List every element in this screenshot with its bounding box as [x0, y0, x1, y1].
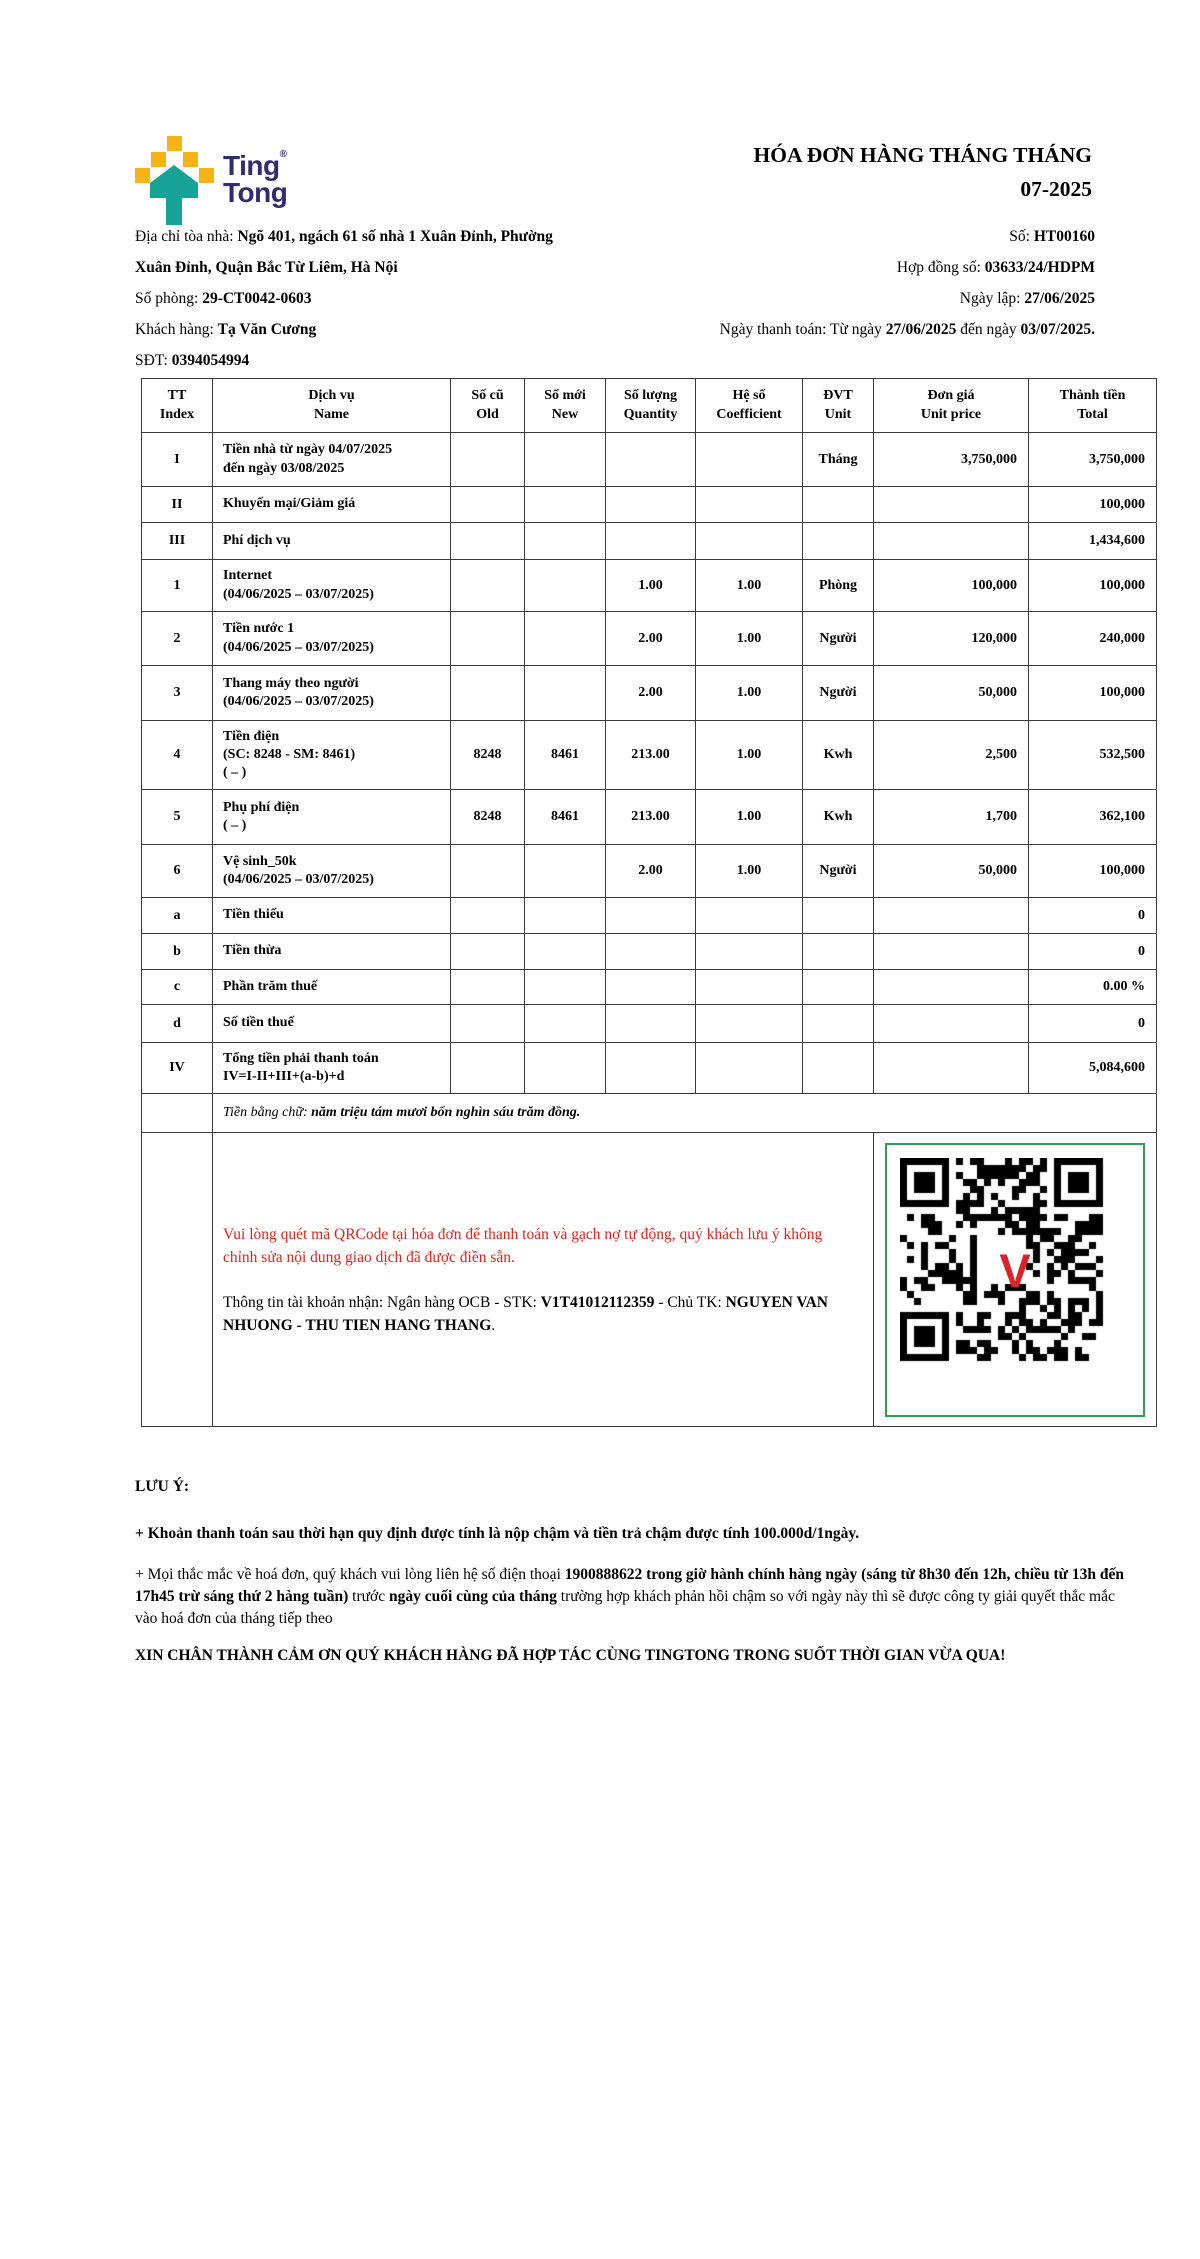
- text-segment: ngày cuối cùng của tháng: [388, 1588, 557, 1605]
- cell-old: 8248: [451, 790, 525, 845]
- text-segment: SĐT:: [135, 352, 172, 369]
- service-name-line: đến ngày 03/08/2025: [223, 460, 345, 476]
- service-name-line: Số tiền thuế: [223, 1015, 294, 1031]
- text-segment: HT00160: [1033, 228, 1095, 245]
- service-name-line: Tiền nước 1: [223, 621, 295, 637]
- cell-total: 5,084,600: [1029, 1043, 1157, 1094]
- cell-coef: [696, 523, 803, 560]
- text-segment: Số phòng:: [135, 290, 203, 307]
- cell-new: [525, 1005, 606, 1043]
- text-segment: Xuân Đỉnh, Quận Bắc Từ Liêm, Hà Nội: [135, 259, 398, 276]
- cell-name: [213, 523, 451, 560]
- column-header-line: Name: [314, 406, 349, 422]
- service-name-line: (04/06/2025 – 03/07/2025): [223, 694, 374, 709]
- table-row: [142, 970, 1157, 1005]
- cell-total: 100,000: [1029, 845, 1157, 898]
- text-segment: Thông tin tài khoản nhận: Ngân hàng OCB - STK:: [223, 1293, 541, 1311]
- vietqr-v-logo-icon: V: [999, 1243, 1031, 1297]
- column-header-line: Unit price: [920, 406, 982, 422]
- column-header-line: Số mới: [544, 387, 586, 403]
- cell-coef: [696, 970, 803, 1005]
- service-name-line: Tổng tiền phải thanh toán: [223, 1050, 379, 1066]
- cell-price: 2,500: [874, 721, 1029, 790]
- column-header-line: Dịch vụ: [308, 387, 355, 403]
- table-row: [142, 1005, 1157, 1043]
- cell-old: [451, 1043, 525, 1094]
- service-name-line: (SC: 8248 - SM: 8461): [223, 746, 356, 762]
- cell-idx: b: [142, 934, 213, 970]
- cell-unit: [803, 898, 874, 934]
- column-header-line: Thành tiền: [1059, 387, 1126, 403]
- info-left-text: [135, 283, 312, 314]
- text-segment: 27/06/2025: [885, 321, 957, 338]
- cell-coef: [696, 1005, 803, 1043]
- column-header: [142, 379, 213, 433]
- cell-name: [213, 666, 451, 721]
- cell-qty: [606, 898, 696, 934]
- table-row: [142, 487, 1157, 523]
- cell-qty: [606, 934, 696, 970]
- amount-in-words-row: [142, 1094, 1157, 1133]
- empty-index-cell: [142, 1094, 213, 1133]
- invoice-info-block: [135, 221, 1095, 376]
- cell-name: [213, 934, 451, 970]
- service-name-line: (04/06/2025 – 03/07/2025): [223, 639, 374, 655]
- table-row: [142, 934, 1157, 970]
- service-name-line: Phụ phí điện: [223, 799, 300, 815]
- cell-qty: 2.00: [606, 666, 696, 721]
- table-row: [142, 523, 1157, 560]
- cell-name: [213, 1005, 451, 1043]
- cell-qty: [606, 1043, 696, 1094]
- cell-qty: 1.00: [606, 560, 696, 612]
- cell-total: 0: [1029, 898, 1157, 934]
- column-header-line: Old: [476, 406, 499, 422]
- cell-new: [525, 1043, 606, 1094]
- qr-warning-text: Vui lòng quét mã QRCode tại hóa đơn để thanh toán và gạch nợ tự động, quý khách lưu ý không chỉnh sửa nội dung giao dịch đã được điền sẵn.: [223, 1225, 823, 1266]
- service-name-line: Thang máy theo người: [223, 675, 359, 691]
- text-segment: Tạ Văn Cương: [217, 321, 317, 338]
- text-segment: 27/06/2025: [1024, 290, 1095, 307]
- text-segment: Ngày lập:: [959, 290, 1025, 307]
- column-header-line: Total: [1077, 406, 1108, 422]
- cell-price: [874, 1005, 1029, 1043]
- cell-unit: [803, 970, 874, 1005]
- text-segment: trường hợp khách phản hồi chậm so với ngày này thì sẽ được công ty giải quyết thắc mắc vào hoá đơn của tháng tiếp theo: [135, 1588, 1115, 1627]
- cell-new: [525, 898, 606, 934]
- cell-qty: [606, 1005, 696, 1043]
- service-name-line: Internet: [223, 568, 272, 584]
- service-name-line: Tiền điện: [223, 728, 280, 744]
- cell-unit: [803, 487, 874, 523]
- cell-new: [525, 433, 606, 487]
- column-header-line: Quantity: [623, 406, 678, 422]
- text-segment: .: [491, 1316, 496, 1334]
- cell-unit: [803, 1005, 874, 1043]
- text-segment: Ngõ 401, ngách 61 số nhà 1 Xuân Đỉnh, Phường: [237, 228, 553, 245]
- cell-name: [213, 721, 451, 790]
- column-header: [213, 379, 451, 433]
- table-row: [142, 845, 1157, 898]
- info-left-text: [135, 221, 553, 252]
- cell-unit: Tháng: [803, 433, 874, 487]
- cell-coef: 1.00: [696, 560, 803, 612]
- cell-coef: [696, 934, 803, 970]
- cell-qty: [606, 970, 696, 1005]
- cell-price: 100,000: [874, 560, 1029, 612]
- service-name-line: IV=I-II+III+(a-b)+d: [223, 1069, 345, 1084]
- service-name-line: ( – ): [223, 818, 247, 833]
- cell-idx: 3: [142, 666, 213, 721]
- qr-code-frame: [885, 1143, 1145, 1417]
- cell-price: [874, 934, 1029, 970]
- text-segment: Khách hàng:: [135, 321, 218, 338]
- info-left-text: [135, 314, 316, 345]
- cell-price: 120,000: [874, 612, 1029, 666]
- cell-coef: [696, 487, 803, 523]
- column-header: [696, 379, 803, 433]
- text-segment: 03/07/2025.: [1020, 321, 1095, 338]
- cell-idx: 1: [142, 560, 213, 612]
- cell-total: 532,500: [1029, 721, 1157, 790]
- cell-name: [213, 970, 451, 1005]
- cell-name: [213, 560, 451, 612]
- service-name-line: (04/06/2025 – 03/07/2025): [223, 586, 374, 602]
- cell-idx: c: [142, 970, 213, 1005]
- info-row: [135, 345, 1095, 376]
- service-name-line: Vệ sinh_50k: [223, 853, 297, 869]
- cell-total: 100,000: [1029, 666, 1157, 721]
- cell-idx: 6: [142, 845, 213, 898]
- cell-coef: 1.00: [696, 666, 803, 721]
- text-segment: NGUYEN VAN NHUONG - THU TIEN HANG THANG: [223, 1293, 828, 1334]
- cell-idx: 5: [142, 790, 213, 845]
- cell-total: 362,100: [1029, 790, 1157, 845]
- cell-old: [451, 666, 525, 721]
- qr-code-cell: [874, 1133, 1157, 1427]
- cell-unit: Người: [803, 612, 874, 666]
- cell-unit: [803, 523, 874, 560]
- cell-price: [874, 523, 1029, 560]
- cell-unit: Phòng: [803, 560, 874, 612]
- text-segment: Hợp đồng số:: [896, 259, 985, 276]
- cell-new: [525, 560, 606, 612]
- cell-idx: II: [142, 487, 213, 523]
- cell-new: [525, 487, 606, 523]
- cell-old: [451, 1005, 525, 1043]
- service-name-line: Tiền thiếu: [223, 907, 284, 923]
- column-header: [525, 379, 606, 433]
- cell-old: 8248: [451, 721, 525, 790]
- cell-qty: 213.00: [606, 721, 696, 790]
- service-name-line: Phí dịch vụ: [223, 532, 291, 548]
- cell-total: 0.00 %: [1029, 970, 1157, 1005]
- table-row: [142, 433, 1157, 487]
- cell-name: [213, 433, 451, 487]
- column-header-line: Coefficient: [716, 406, 782, 422]
- cell-coef: 1.00: [696, 790, 803, 845]
- column-header-line: Số lượng: [623, 387, 678, 403]
- column-header: [874, 379, 1029, 433]
- info-right-text: [897, 252, 1095, 283]
- cell-unit: Người: [803, 845, 874, 898]
- table-row: [142, 666, 1157, 721]
- column-header-line: ĐVT: [823, 387, 853, 403]
- payment-instructions-cell: [213, 1133, 874, 1427]
- info-row: [135, 314, 1095, 345]
- text-segment: 1900888622 trong giờ hành chính hàng ngày (sáng từ 8h30 đến 12h, chiều từ 13h đến 17h45 trừ sáng thứ 2 hàng tuần): [135, 1566, 1124, 1605]
- cell-qty: 2.00: [606, 845, 696, 898]
- column-header: [606, 379, 696, 433]
- service-name-line: Tiền nhà từ ngày 04/07/2025: [223, 442, 393, 458]
- info-row: [135, 252, 1095, 283]
- cell-old: [451, 487, 525, 523]
- cell-idx: d: [142, 1005, 213, 1043]
- account-info-text: [223, 1291, 847, 1337]
- info-left-text: [135, 345, 249, 376]
- brand-line2: Tong: [223, 177, 288, 209]
- cell-name: [213, 898, 451, 934]
- text-segment: Ngày thanh toán: Từ ngày: [719, 321, 886, 338]
- cell-price: 50,000: [874, 845, 1029, 898]
- cell-name: [213, 790, 451, 845]
- column-header-line: Index: [159, 406, 195, 422]
- table-row: [142, 790, 1157, 845]
- amount-in-words-label: Tiền bằng chữ:: [223, 1105, 312, 1120]
- footer-closing: XIN CHÂN THÀNH CẢM ƠN QUÝ KHÁCH HÀNG ĐÃ HỢP TÁC CÙNG TINGTONG TRONG SUỐT THỜI GIAN VỪA QUA!: [135, 1647, 1006, 1664]
- cell-unit: [803, 934, 874, 970]
- cell-idx: III: [142, 523, 213, 560]
- cell-old: [451, 970, 525, 1005]
- service-name-line: Phần trăm thuế: [223, 978, 318, 994]
- cell-new: [525, 523, 606, 560]
- cell-coef: 1.00: [696, 612, 803, 666]
- footer-notes: [135, 1476, 1128, 1667]
- column-header-line: Unit: [824, 406, 852, 422]
- cell-old: [451, 433, 525, 487]
- cell-unit: [803, 1043, 874, 1094]
- info-row: [135, 283, 1095, 314]
- text-segment: đến ngày: [956, 321, 1021, 338]
- cell-new: 8461: [525, 721, 606, 790]
- table-row: [142, 560, 1157, 612]
- invoice-table: [141, 378, 1157, 1427]
- cell-new: [525, 666, 606, 721]
- cell-total: 0: [1029, 1005, 1157, 1043]
- table-row: [142, 1043, 1157, 1094]
- text-segment: Địa chỉ tòa nhà:: [135, 228, 238, 245]
- cell-idx: I: [142, 433, 213, 487]
- column-header-line: Hệ số: [732, 387, 766, 403]
- text-segment: 0394054994: [171, 352, 250, 369]
- info-left-text: [135, 252, 398, 283]
- cell-total: 1,434,600: [1029, 523, 1157, 560]
- cell-idx: 2: [142, 612, 213, 666]
- cell-old: [451, 560, 525, 612]
- page-title: HÓA ĐƠN HÀNG THÁNG THÁNG 07-2025: [753, 143, 1092, 202]
- info-right-text: [1009, 221, 1095, 252]
- cell-total: 100,000: [1029, 487, 1157, 523]
- cell-coef: 1.00: [696, 721, 803, 790]
- brand-registered-mark: ®: [279, 149, 287, 160]
- cell-price: [874, 1043, 1029, 1094]
- cell-price: [874, 898, 1029, 934]
- footer-note-late-payment: + Khoản thanh toán sau thời hạn quy định được tính là nộp chậm và tiền trả chậm được tính 100.000d/1ngày.: [135, 1525, 860, 1542]
- column-header-line: Đơn giá: [927, 387, 975, 403]
- service-name-line: (04/06/2025 – 03/07/2025): [223, 872, 374, 887]
- empty-index-cell: [142, 1133, 213, 1427]
- cell-new: [525, 612, 606, 666]
- cell-idx: a: [142, 898, 213, 934]
- cell-old: [451, 934, 525, 970]
- cell-total: 3,750,000: [1029, 433, 1157, 487]
- cell-unit: Kwh: [803, 790, 874, 845]
- cell-name: [213, 612, 451, 666]
- qr-row: [142, 1133, 1157, 1427]
- cell-coef: [696, 1043, 803, 1094]
- cell-coef: [696, 898, 803, 934]
- cell-old: [451, 845, 525, 898]
- cell-price: 3,750,000: [874, 433, 1029, 487]
- cell-coef: [696, 433, 803, 487]
- column-header: [1029, 379, 1157, 433]
- text-segment: + Mọi thắc mắc về hoá đơn, quý khách vui lòng liên hệ số điện thoại: [135, 1566, 565, 1583]
- tingtong-logo-text: [223, 150, 287, 207]
- amount-in-words-value: năm triệu tám mươi bốn nghìn sáu trăm đồng.: [311, 1105, 581, 1120]
- text-segment: V1T41012112359: [540, 1293, 655, 1311]
- text-segment: Số:: [1009, 228, 1034, 245]
- cell-old: [451, 612, 525, 666]
- info-row: [135, 221, 1095, 252]
- table-header-row: [142, 379, 1157, 433]
- cell-old: [451, 523, 525, 560]
- cell-unit: Kwh: [803, 721, 874, 790]
- footer-heading: LƯU Ý:: [135, 1478, 190, 1495]
- cell-unit: Người: [803, 666, 874, 721]
- amount-in-words-cell: [213, 1094, 1157, 1133]
- column-header-line: Số cũ: [471, 387, 504, 403]
- brand-line1: Ting: [223, 150, 280, 181]
- cell-idx: IV: [142, 1043, 213, 1094]
- cell-new: [525, 970, 606, 1005]
- cell-name: [213, 845, 451, 898]
- column-header: [451, 379, 525, 433]
- text-segment: - Chủ TK:: [654, 1293, 726, 1311]
- text-segment: trước: [348, 1588, 389, 1605]
- cell-coef: 1.00: [696, 845, 803, 898]
- cell-total: 0: [1029, 934, 1157, 970]
- table-row: [142, 612, 1157, 666]
- cell-new: [525, 845, 606, 898]
- cell-new: 8461: [525, 790, 606, 845]
- info-right-text: [960, 283, 1095, 314]
- cell-price: [874, 487, 1029, 523]
- column-header-line: New: [551, 406, 579, 422]
- text-segment: 03633/24/HDPM: [984, 259, 1095, 276]
- cell-qty: 2.00: [606, 612, 696, 666]
- cell-qty: 213.00: [606, 790, 696, 845]
- table-row: [142, 898, 1157, 934]
- table-row: [142, 721, 1157, 790]
- cell-price: [874, 970, 1029, 1005]
- cell-price: 50,000: [874, 666, 1029, 721]
- cell-idx: 4: [142, 721, 213, 790]
- cell-total: 100,000: [1029, 560, 1157, 612]
- cell-qty: [606, 487, 696, 523]
- cell-total: 240,000: [1029, 612, 1157, 666]
- service-name-line: Tiền thừa: [223, 943, 282, 959]
- column-header: [803, 379, 874, 433]
- cell-name: [213, 1043, 451, 1094]
- column-header-line: TT: [167, 387, 187, 403]
- cell-old: [451, 898, 525, 934]
- cell-new: [525, 934, 606, 970]
- text-segment: 29-CT0042-0603: [202, 290, 312, 307]
- cell-name: [213, 487, 451, 523]
- footer-note-hotline: [135, 1564, 1128, 1630]
- info-right-text: [720, 314, 1095, 345]
- service-name-line: ( – ): [223, 765, 247, 781]
- service-name-line: Khuyến mại/Giảm giá: [223, 496, 356, 512]
- cell-qty: [606, 523, 696, 560]
- cell-price: 1,700: [874, 790, 1029, 845]
- cell-qty: [606, 433, 696, 487]
